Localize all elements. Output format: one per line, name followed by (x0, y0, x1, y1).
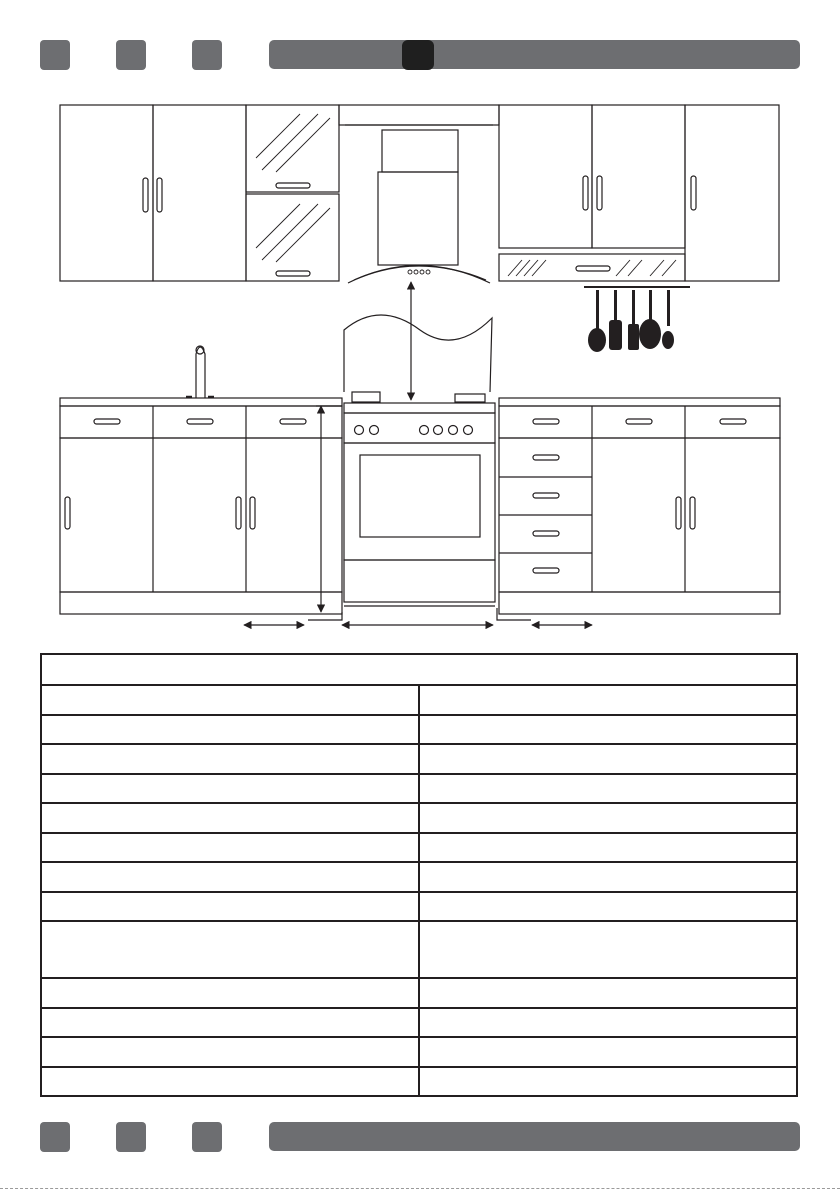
table-cell (419, 1008, 797, 1038)
base-cabinets-right-icon (499, 406, 780, 614)
footer-bar (269, 1122, 800, 1151)
table-cell (419, 833, 797, 863)
table-cell (41, 803, 419, 833)
table-row (41, 774, 797, 804)
table-header-row (41, 654, 797, 685)
table-cell (419, 978, 797, 1008)
table-cell (419, 921, 797, 978)
table-cell (41, 1037, 419, 1067)
table-cell (41, 921, 419, 978)
sink-tap-icon (186, 346, 214, 398)
table-row (41, 978, 797, 1008)
upper-cabinets-left-icon (60, 105, 246, 281)
table-cell (419, 1037, 797, 1067)
table-row (41, 892, 797, 922)
drawer-unit-icon (499, 455, 592, 573)
table-cell (41, 744, 419, 774)
worktop-left (60, 398, 342, 406)
table-cell (419, 862, 797, 892)
chimney-cooker-hood-icon (339, 105, 499, 283)
table-cell (419, 774, 797, 804)
footer-square-2 (116, 1122, 146, 1152)
table-row (41, 803, 797, 833)
table-row (41, 1067, 797, 1097)
footer-square-3 (192, 1122, 222, 1152)
kitchen-installation-diagram (0, 95, 840, 635)
table-row (41, 715, 797, 745)
table-row (41, 921, 797, 978)
table-row (41, 685, 797, 715)
table-cell (41, 862, 419, 892)
table-cell (419, 685, 797, 715)
table-cell (41, 1008, 419, 1038)
table-header-cell (41, 654, 797, 685)
table-cell (41, 833, 419, 863)
table-cell (41, 1067, 419, 1097)
table-row (41, 1008, 797, 1038)
table-cell (419, 1067, 797, 1097)
specification-table (40, 653, 798, 1097)
table-row (41, 744, 797, 774)
footer-square-1 (40, 1122, 70, 1152)
glass-wall-cabinets-icon (246, 105, 339, 281)
glass-splashback-icon (344, 315, 492, 392)
table-row (41, 862, 797, 892)
freestanding-cooker-icon (344, 392, 495, 606)
table-row (41, 1037, 797, 1067)
table-cell (41, 892, 419, 922)
table-cell (41, 774, 419, 804)
page-edge-divider (0, 1188, 840, 1189)
table-cell (419, 715, 797, 745)
utensil-rail-icon (584, 287, 690, 352)
table-cell (41, 715, 419, 745)
table-cell (41, 978, 419, 1008)
header-page-marker (402, 40, 434, 70)
table-cell (41, 685, 419, 715)
upper-cabinets-right-icon (499, 105, 779, 281)
base-cabinets-left-icon (60, 406, 342, 614)
table-cell (419, 803, 797, 833)
worktop-right (499, 398, 780, 406)
header-square-2 (116, 40, 146, 70)
table-cell (419, 744, 797, 774)
table-row (41, 833, 797, 863)
header-square-3 (192, 40, 222, 70)
table-cell (419, 892, 797, 922)
header-square-1 (40, 40, 70, 70)
header-bar (269, 40, 800, 69)
